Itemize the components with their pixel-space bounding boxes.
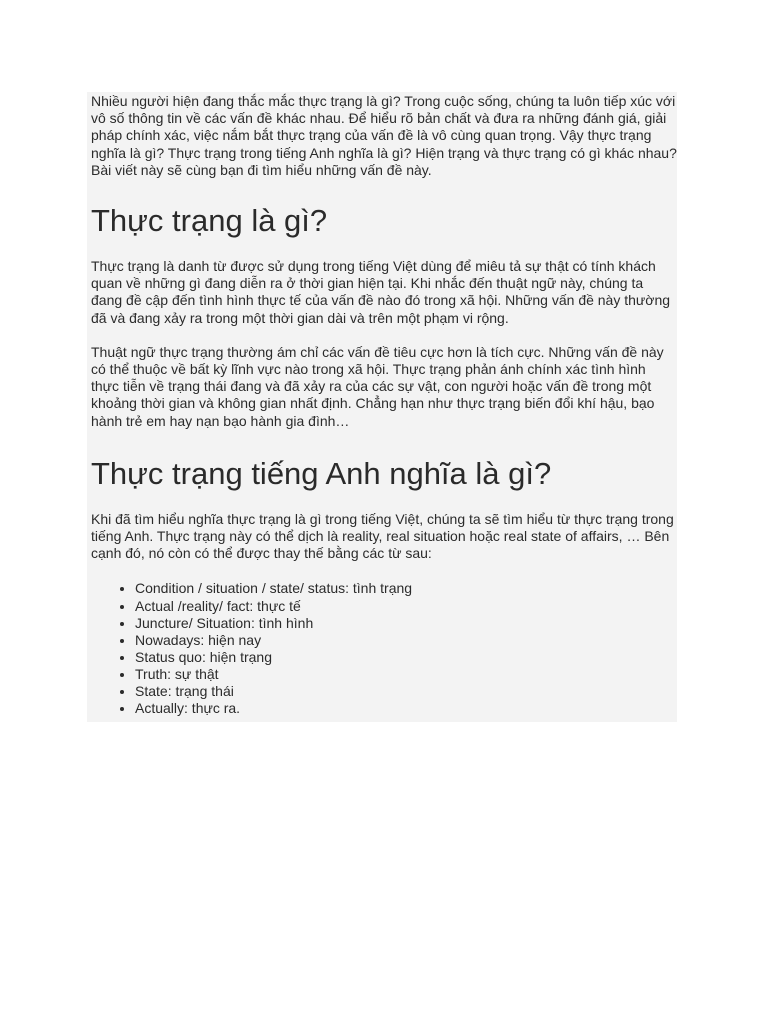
list-item: • Condition / situation / state/ status: tình trạng <box>135 580 677 597</box>
article-body <box>87 92 677 722</box>
list-item: • Truth: sự thật <box>135 666 677 683</box>
heading-english-meaning: Thực trạng tiếng Anh nghĩa là gì? <box>91 455 552 491</box>
list-item: • State: trạng thái <box>135 683 677 700</box>
terminology-paragraph: Thuật ngữ thực trạng thường ám chỉ các vấn đề tiêu cực hơn là tích cực. Những vấn đề này có thể thuộc về bất kỳ lĩnh vực nào trong xã hội. Thực trạng phản ánh chính xác tình hình thực tiễn về trạng thái đang và đã xảy ra của các sự vật, con người hoặc vấn đề trong một khoảng thời gian và không gian nhất định. Chẳng hạn như thực trạng biến đổi khí hậu, bạo hành trẻ em hay nạn bạo hành gia đình… <box>91 343 664 429</box>
synonym-list <box>91 580 677 717</box>
list-item: • Actually: thực ra. <box>135 700 677 717</box>
english-paragraph: Khi đã tìm hiểu nghĩa thực trạng là gì trong tiếng Việt, chúng ta sẽ tìm hiểu từ thực trạng trong tiếng Anh. Thực trạng này có thể dịch là reality, real situation hoặc real state of affairs, … Bên cạnh đó, nó còn có thể được thay thế bằng các từ sau: <box>91 510 674 562</box>
heading-what-is-thuc-trang: Thực trạng là gì? <box>91 203 328 239</box>
list-item: • Status quo: hiện trạng <box>135 649 677 666</box>
definition-paragraph: Thực trạng là danh từ được sử dụng trong tiếng Việt dùng để miêu tả sự thật có tính khách quan về những gì đang diễn ra ở thời gian hiện tại. Khi nhắc đến thuật ngữ này, chúng ta đang đề cập đến tình hình thực tế của vấn đề nào đó trong xã hội. Những vấn đề này thường đã và đang xảy ra trong một thời gian dài và trên một phạm vi rộng. <box>91 258 671 326</box>
list-item: • Nowadays: hiện nay <box>135 632 677 649</box>
list-item: • Actual /reality/ fact: thực tế <box>135 598 677 615</box>
list-item: • Juncture/ Situation: tình hình <box>135 615 677 632</box>
intro-paragraph: Nhiều người hiện đang thắc mắc thực trạng là gì? Trong cuộc sống, chúng ta luôn tiếp xúc với vô số thông tin về các vấn đề khác nhau. Để hiểu rõ bản chất và đưa ra những đánh giá, giải pháp chính xác, việc nắm bắt thực trạng của vấn đề là vô cùng quan trọng. Vậy thực trạng nghĩa là gì? Thực trạng trong tiếng Anh nghĩa là gì? Hiện trạng và thực trạng có gì khác nhau? Bài viết này sẽ cùng bạn đi tìm hiểu những vấn đề này. <box>91 93 677 178</box>
